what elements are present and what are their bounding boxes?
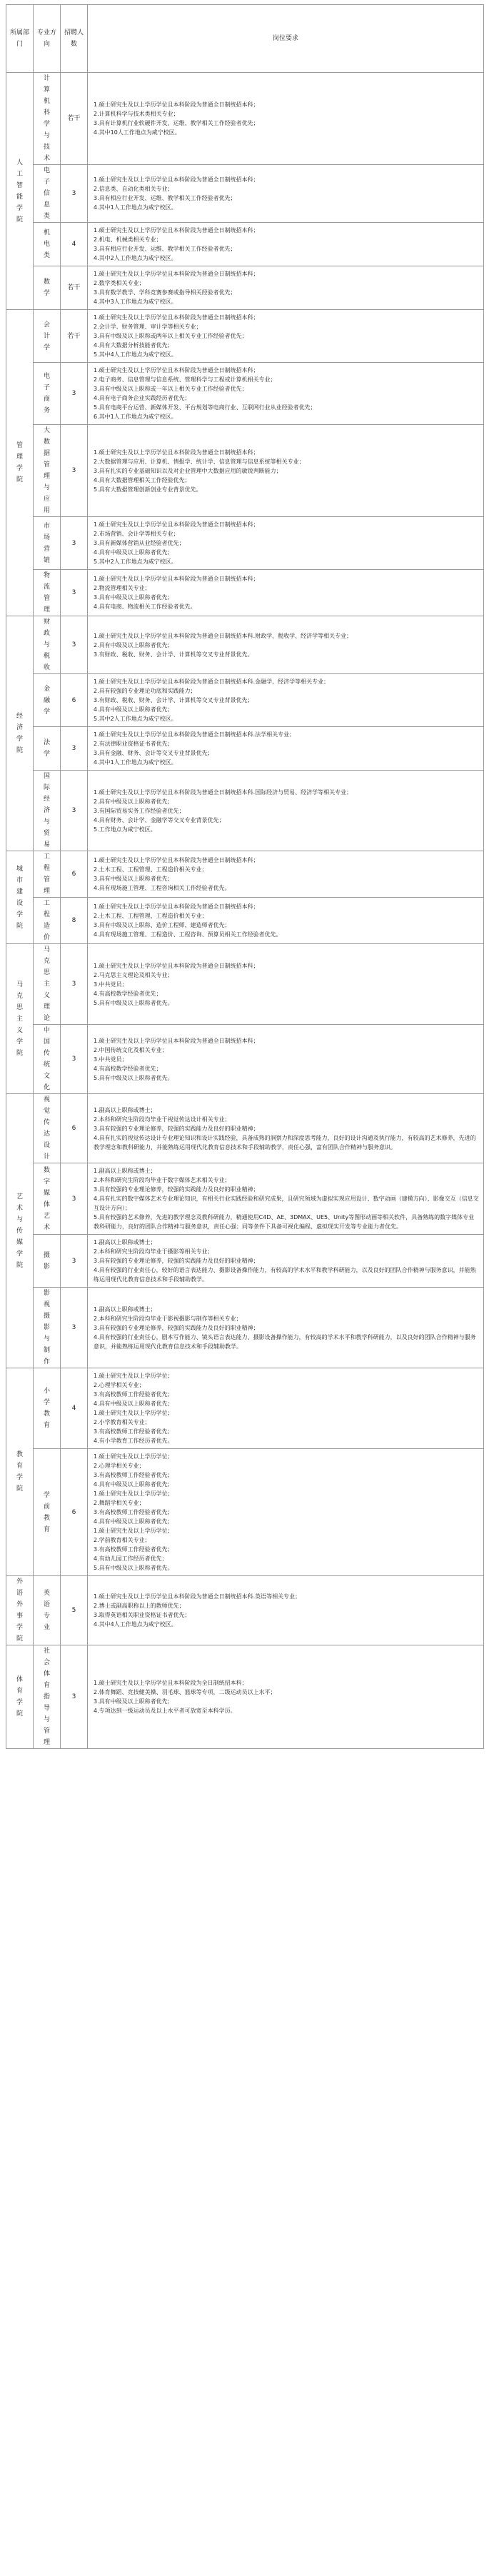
- requirement-line: 5.工作地点为咸宁校区。: [94, 826, 156, 833]
- requirement-line: 3.有财政、税收、财务、会计学、计算机等交叉专业背景优先；: [94, 697, 253, 703]
- requirement-line: 2.计算机科学与技术类相关专业；: [94, 111, 179, 117]
- recruitment-table-page: [6, 4, 483, 1749]
- department-cell: 城市建设学院: [6, 851, 34, 944]
- requirement-line: 1.硕士研究生及以上学历学位且本科阶段为普通全日制统招本科.财政学、税收学、经济学等相关专业；: [94, 632, 353, 639]
- requirement-line: 4.其中10人工作地点为咸宁校区。: [94, 129, 181, 136]
- requirement-line: 4.具有中级及以上职称者优先；: [94, 1400, 173, 1407]
- requirement-line: 1.硕士研究生及以上学历学位；: [94, 1453, 173, 1460]
- requirement-line: 2.马克思主义理论及相关专业；: [94, 971, 173, 978]
- requirement-line: 1.副高以上职称或博士；: [94, 1106, 156, 1113]
- header-num: 招聘人数: [61, 5, 88, 73]
- requirement-line: 2.本科和研究生阶段均毕业于数字媒体艺术相关专业；: [94, 1177, 231, 1183]
- headcount-cell: 6: [61, 851, 88, 898]
- table-row: [6, 266, 484, 310]
- requirement-line: 4.具有电子商务企业实践经历者优先；: [94, 395, 191, 401]
- requirement-line: 1.硕士研究生及以上学历学位；: [94, 1490, 173, 1497]
- major-cell: 中国传统文化: [34, 1025, 61, 1094]
- requirement-line: 4.具有扎实的视觉传达设计专业理论知识和设计实践经验，具备成熟的洞察力和深度思考能力，良好的设计沟通及执行能力，有较高的艺术修养，先进的教学理念和教科研能力，并能熟练运用现代化教育信息技术和手段辅助教学，责任心强，富有团队合作精神与服务意识。: [94, 1134, 476, 1151]
- requirement-line: 4.有高校教学经验者优先；: [94, 1065, 162, 1072]
- table-row: [6, 898, 484, 944]
- requirement-line: 5.具有电商平台运营、新媒体开发、平台规划等电商行业、互联网行业从业经验者优先；: [94, 404, 316, 411]
- requirements-cell: [88, 425, 484, 517]
- requirements-cell: [88, 1235, 484, 1288]
- requirement-line: 3.有高校教师工作经验者优先；: [94, 1472, 173, 1478]
- headcount-cell: 若干: [61, 73, 88, 165]
- headcount-cell: 3: [61, 727, 88, 771]
- requirement-line: 2.本科和研究生阶段均毕业于摄影等相关专业；: [94, 1248, 213, 1255]
- requirements-cell: [88, 616, 484, 674]
- requirement-line: 2.会计学、财务管理、审计学等相关专业；: [94, 324, 202, 330]
- department-cell: 人工智能学院: [6, 73, 34, 310]
- headcount-cell: 3: [61, 570, 88, 616]
- major-cell: 财政与税收: [34, 616, 61, 674]
- requirement-line: 6.其中1人工作地点为咸宁校区。: [94, 414, 177, 420]
- table-row: [6, 1163, 484, 1235]
- major-cell: 视觉传达设计: [34, 1094, 61, 1163]
- requirement-line: 1.硕士研究生及以上学历学位且本科阶段为普通全日制统招本科；: [94, 101, 259, 108]
- headcount-cell: 3: [61, 425, 88, 517]
- table-row: [6, 517, 484, 570]
- requirements-cell: [88, 165, 484, 223]
- department-cell: 马克思主义学院: [6, 944, 34, 1094]
- requirement-line: 1.硕士研究生及以上学历学位；: [94, 1528, 173, 1534]
- requirements-cell: [88, 223, 484, 266]
- requirement-line: 2.体育舞蹈、竞技健美操、羽毛球、篮球等专项，二级运动员以上水平；: [94, 1689, 276, 1695]
- major-cell: 电子信息类: [34, 165, 61, 223]
- requirement-line: 4.具有财务、会计学、金融学等交叉专业背景优先；: [94, 816, 225, 823]
- requirement-line: 3.有国际贸易实务工作经验者优先；: [94, 807, 185, 814]
- requirement-line: 2.数学类相关专业；: [94, 280, 145, 286]
- table-row: [6, 1449, 484, 1576]
- requirement-line: 2.机电、机械类相关专业；: [94, 236, 162, 243]
- requirement-line: 4.其中1人工作地点为咸宁校区。: [94, 204, 177, 211]
- headcount-cell: 3: [61, 165, 88, 223]
- requirement-line: 2.市场营销、会计学等相关专业；: [94, 531, 179, 537]
- requirement-line: 4.专项达到一级运动员及以上水平者可放宽至本科学历。: [94, 1708, 236, 1714]
- requirement-line: 3.具有较强的专业理论修养，较强的实践能力及良好的职业精神；: [94, 1258, 259, 1264]
- table-row: [6, 570, 484, 616]
- table-row: [6, 1235, 484, 1288]
- department-cell: 经济学院: [6, 616, 34, 851]
- requirement-line: 1.硕士研究生及以上学历学位且本科阶段为普通全日制统招本科；: [94, 448, 259, 456]
- major-cell: 金融学: [34, 674, 61, 727]
- major-cell: 机电类: [34, 223, 61, 266]
- major-cell: 计算机科学与技术: [34, 73, 61, 165]
- requirement-line: 2.本科和研究生阶段均毕业于视觉传达设计相关专业；: [94, 1116, 231, 1123]
- requirements-cell: [88, 851, 484, 898]
- department-cell: 体育学院: [6, 1645, 34, 1749]
- requirement-line: 3.有高校教师工作经验者优先；: [94, 1509, 173, 1515]
- table-row: [6, 771, 484, 851]
- major-cell: 工程造价: [34, 898, 61, 944]
- requirement-line: 1.硕士研究生及以上学历学位且本科阶段为普通全日制统招本科.英语等相关专业；: [94, 1593, 301, 1600]
- headcount-cell: 3: [61, 1645, 88, 1749]
- requirement-line: 2.具有中级及以上职称者优先；: [94, 641, 173, 648]
- requirement-line: 1.硕士研究生及以上学历学位且本科阶段为普通全日制统招本科；: [94, 521, 259, 528]
- requirement-line: 2.物流管理相关专业；: [94, 585, 151, 591]
- requirement-line: 2.电子商务、信息管理与信息系统、管理科学与工程或计算机相关专业；: [94, 376, 276, 383]
- requirement-line: 3.具有新媒体营销从业经验者优先；: [94, 540, 185, 546]
- table-row: [6, 851, 484, 898]
- requirement-line: 4.具有扎实的数字媒体艺术专业理论知识，有相关行业实践经验和研究成果，且研究领域为虚拟实现应用设计、数字动画（建模方向）、影像交互（信息交互设计方向）；: [94, 1196, 479, 1211]
- requirement-line: 4.其中1人工作地点为咸宁校区。: [94, 759, 177, 766]
- major-cell: 工程管理: [34, 851, 61, 898]
- major-cell: 社会体育指导与管理: [34, 1645, 61, 1749]
- table-row: [6, 363, 484, 425]
- headcount-cell: 6: [61, 1094, 88, 1163]
- requirements-cell: [88, 1576, 484, 1645]
- requirement-line: 1.硕士研究生及以上学历学位；: [94, 1373, 173, 1379]
- requirement-line: 5.其中4人工作地点为咸宁校区。: [94, 351, 177, 358]
- requirement-line: 2.心理学相关专业；: [94, 1382, 145, 1388]
- headcount-cell: 3: [61, 1025, 88, 1094]
- requirements-cell: [88, 363, 484, 425]
- requirement-line: 4.其中2人工作地点为咸宁校区。: [94, 255, 177, 261]
- major-cell: 法学: [34, 727, 61, 771]
- major-cell: 数学: [34, 266, 61, 310]
- requirement-line: 4.其中4人工作地点为咸宁校区。: [94, 1621, 177, 1628]
- requirement-line: 4.具有中级及以上职称者优先；: [94, 706, 173, 713]
- major-cell: 会计学: [34, 310, 61, 363]
- headcount-cell: 4: [61, 223, 88, 266]
- requirement-line: 3.具有相应行业开发、运维、教学相关工作经验者优先；: [94, 195, 236, 201]
- requirements-cell: [88, 266, 484, 310]
- requirement-line: 3.有财政、税收、财务、会计学、计算机等交叉专业背景优先。: [94, 651, 253, 658]
- requirements-cell: [88, 1368, 484, 1449]
- requirements-cell: [88, 1025, 484, 1094]
- requirements-cell: [88, 310, 484, 363]
- table-row: [6, 73, 484, 165]
- requirement-line: 1.硕士研究生及以上学历学位且本科阶段为普通全日制统招本科；: [94, 857, 259, 863]
- table-row: [6, 1094, 484, 1163]
- major-cell: 影视摄影与制作: [34, 1288, 61, 1368]
- headcount-cell: 6: [61, 674, 88, 727]
- requirement-line: 1.硕士研究生及以上学历学位且本科阶段为普通全日制统招本科；: [94, 962, 259, 969]
- requirement-line: 1.硕士研究生及以上学历学位且本科阶段为普通全日制统招本科；: [94, 576, 259, 582]
- headcount-cell: 3: [61, 363, 88, 425]
- requirement-line: 5.具有中级及以上职称者优先。: [94, 1074, 173, 1081]
- requirement-line: 3.取得英语相关职业资格证书者优先；: [94, 1612, 191, 1618]
- table-row: [6, 165, 484, 223]
- requirements-cell: [88, 1163, 484, 1235]
- requirements-cell: [88, 73, 484, 165]
- department-cell: 教育学院: [6, 1368, 34, 1576]
- requirement-line: 3.有高校教师工作经验者优先；: [94, 1546, 173, 1553]
- requirement-line: 4.具有中级及以上职称者优先；: [94, 1481, 173, 1488]
- major-cell: 摄影: [34, 1235, 61, 1288]
- table-row: [6, 1645, 484, 1749]
- requirement-line: 4.具有大数据分析技能者优先；: [94, 342, 173, 349]
- requirement-line: 2.土木工程、工程管理、工程造价相关专业；: [94, 913, 208, 919]
- requirement-line: 2.具有中级及以上职称者优先；: [94, 798, 173, 805]
- headcount-cell: 3: [61, 771, 88, 851]
- requirement-line: 5.具有较强的艺术修养，先进的教学理念及教科研能力，精通使用C4D、AE、3DMAX、UE5、Unity等图形动画等相关软件，具备熟练的数字媒体专业教科研能力，良好的团队合作精神与服务意识，责任心强；同等条件下具备可视化编程、虚拟现实开发等专业能力者优先。: [94, 1214, 475, 1230]
- requirement-line: 1.硕士研究生及以上学历学位且本科阶段为普通全日制统招本科；: [94, 176, 259, 183]
- requirement-line: 4.有小学教育工作经历者优先。: [94, 1438, 173, 1444]
- headcount-cell: 3: [61, 1235, 88, 1288]
- requirement-line: 1.硕士研究生及以上学历学位且本科阶段为普通全日制统招本科.金融学、经济学等相关专业；: [94, 678, 330, 685]
- table-row: [6, 1288, 484, 1368]
- requirement-line: 3.具有金融、财务、会计等交叉专业背景优先；: [94, 750, 213, 756]
- headcount-cell: 5: [61, 1576, 88, 1645]
- headcount-cell: 8: [61, 898, 88, 944]
- department-cell: 外语外事学院: [6, 1576, 34, 1645]
- table-row: [6, 944, 484, 1025]
- requirement-line: 3.具有相应行业开发、运维、教学相关工作经验者优先；: [94, 246, 236, 252]
- requirement-line: 3.具有较强的专业理论修养，较强的实践能力及良好的职业精神；: [94, 1186, 259, 1193]
- requirement-line: 3.具有扎实的专业基础知识以及对企业管理中大数据应用的敏锐判断能力；: [94, 467, 282, 474]
- table-header-row: [6, 5, 484, 73]
- requirement-line: 4.具有大数据管理相关工作经验优先；: [94, 476, 191, 483]
- table-row: [6, 425, 484, 517]
- requirement-line: 1.硕士研究生及以上学历学位且本科阶段为普通全日制统招本科；: [94, 903, 259, 910]
- major-cell: 马克思主义理论: [34, 944, 61, 1025]
- requirements-cell: [88, 1449, 484, 1576]
- requirement-line: 3.具有中级及以上职称者优先；: [94, 876, 173, 882]
- requirement-line: 1.副高以上职称或博士；: [94, 1305, 156, 1313]
- requirements-cell: [88, 898, 484, 944]
- headcount-cell: 6: [61, 1449, 88, 1576]
- requirement-line: 3.具有中级及以上职称者优先；: [94, 1698, 173, 1705]
- requirement-line: 2.土木工程、工程管理、工程造价相关专业；: [94, 866, 208, 873]
- requirement-line: 3.具有中级及以上职称者优先；: [94, 594, 173, 601]
- major-cell: 大数据管理与应用: [34, 425, 61, 517]
- requirement-line: 5.具有中级及以上职称者优先。: [94, 999, 173, 1006]
- major-cell: 英语专业: [34, 1576, 61, 1645]
- requirement-line: 2.学前教育相关专业；: [94, 1537, 151, 1543]
- requirement-line: 4.具有中级及以上职称者优先；: [94, 1518, 173, 1525]
- requirement-line: 2.大数据管理与应用、计算机、情报学、统计学、信息管理与信息系统等相关专业；: [94, 458, 305, 465]
- table-row: [6, 1368, 484, 1449]
- requirement-line: 4.有高校教学经验者优先；: [94, 990, 162, 997]
- requirement-line: 3.具有中级及以上职称、造价工程师、建造师者优先；: [94, 922, 231, 928]
- header-major: 专业方向: [34, 5, 61, 73]
- requirement-line: 1.硕士研究生及以上学历学位且本科阶段为普通全日制统招本科；: [94, 1037, 259, 1044]
- headcount-cell: 3: [61, 1163, 88, 1235]
- department-cell: 管理学院: [6, 310, 34, 616]
- requirement-line: 5.其中2人工作地点为咸宁校区。: [94, 558, 177, 565]
- requirement-line: 1.硕士研究生及以上学历学位且本科阶段为普通全日制统招本科；: [94, 271, 259, 277]
- requirement-line: 2.心理学相关专业；: [94, 1463, 145, 1469]
- requirements-cell: [88, 517, 484, 570]
- table-row: [6, 674, 484, 727]
- requirement-line: 2.博士或副高职称以上的教师优先；: [94, 1603, 185, 1609]
- headcount-cell: 若干: [61, 310, 88, 363]
- requirements-cell: [88, 570, 484, 616]
- requirement-line: 3.具有较强的专业理论修养，较强的实践能力及良好的职业精神；: [94, 1324, 259, 1331]
- requirement-line: 3.具有数学教学、学科竞赛参赛或指导相关经验者优先；: [94, 289, 236, 296]
- major-cell: 电子商务: [34, 363, 61, 425]
- requirement-line: 1.副高以上职称或博士；: [94, 1239, 156, 1246]
- table-row: [6, 310, 484, 363]
- major-cell: 小学教育: [34, 1368, 61, 1449]
- requirement-line: 4.其中3人工作地点为咸宁校区。: [94, 299, 177, 305]
- requirement-line: 5.具有中级及以上职称者优先。: [94, 1565, 173, 1571]
- recruitment-table: [6, 4, 484, 1749]
- requirements-cell: [88, 674, 484, 727]
- requirement-line: 1.硕士研究生及以上学历学位且本科阶段为普通全日制统招本科.法学相关专业；: [94, 731, 296, 738]
- major-cell: 物流管理: [34, 570, 61, 616]
- requirement-line: 1.副高以上职称或博士；: [94, 1168, 156, 1174]
- requirement-line: 4.有幼儿园工作经历者优先；: [94, 1555, 168, 1562]
- requirement-line: 3.有高校教师工作经验者优先；: [94, 1428, 173, 1435]
- requirement-line: 4.具有电商、物流相关工作经验者优先。: [94, 603, 196, 610]
- requirements-cell: [88, 1094, 484, 1163]
- requirement-line: 3.具有中级及以上职称或两年以上相关专业工作经验者优先；: [94, 333, 248, 339]
- requirement-line: 4.具有现场施工管理、工程咨询相关工作经验者优先。: [94, 885, 231, 891]
- header-dept: 所属部门: [6, 5, 34, 73]
- requirement-line: 2.中国传统文化及相关专业；: [94, 1046, 168, 1053]
- requirement-line: 3.具有较强的专业理论修养，较强的实践能力及良好的职业精神；: [94, 1125, 259, 1132]
- major-cell: 学前教育: [34, 1449, 61, 1576]
- table-row: [6, 1025, 484, 1094]
- requirements-cell: [88, 727, 484, 771]
- requirement-line: 3.有高校教师工作经验者优先；: [94, 1391, 173, 1398]
- requirement-line: 2.小学教育相关专业；: [94, 1419, 151, 1425]
- requirement-line: 3.中共党员；: [94, 981, 128, 988]
- requirement-line: 5.其中2人工作地点为咸宁校区。: [94, 716, 177, 722]
- requirement-line: 3.具有计算机行业软硬件开发、运维、教学相关工作经验者优先；: [94, 120, 259, 126]
- table-row: [6, 1576, 484, 1645]
- major-cell: 数字媒体艺术: [34, 1163, 61, 1235]
- requirement-line: 5.具有大数据管理创新创业专业背景优先。: [94, 486, 202, 493]
- table-row: [6, 616, 484, 674]
- header-requirements: 岗位要求: [88, 5, 484, 73]
- table-row: [6, 727, 484, 771]
- requirement-line: 2.本科和研究生阶段均毕业于影视摄影与制作等相关专业；: [94, 1315, 242, 1322]
- requirement-line: 4.具有较强的行业责任心，较好的语言表达能力、摄影设备操作能力，有较高的学术水平和教学科研能力，以及良好的团队合作精神与服务意识，并能熟练运用现代化教育信息技术和手段辅助教学。: [94, 1267, 476, 1283]
- headcount-cell: 若干: [61, 266, 88, 310]
- requirement-line: 2.具有较强的专业理论功底和实践能力；: [94, 688, 196, 694]
- table-row: [6, 223, 484, 266]
- requirement-line: 2.舞蹈学相关专业；: [94, 1500, 145, 1506]
- requirement-line: 2.有法律职业资格证书者优先；: [94, 741, 173, 747]
- headcount-cell: 4: [61, 1368, 88, 1449]
- requirements-cell: [88, 1645, 484, 1749]
- headcount-cell: 3: [61, 517, 88, 570]
- requirement-line: 1.硕士研究生及以上学历学位且本科阶段为全日制统招本科；: [94, 1680, 248, 1686]
- requirement-line: 4.具有现场施工管理、工程造价、工程咨询、预算员相关工作经验者优先。: [94, 931, 282, 938]
- requirement-line: 1.硕士研究生及以上学历学位且本科阶段为普通全日制统招本科；: [94, 227, 259, 234]
- requirements-cell: [88, 771, 484, 851]
- table-body: [6, 73, 484, 1749]
- requirement-line: 3.具有中级及以上职称或一年以上相关专业工作经验者优先；: [94, 386, 248, 392]
- headcount-cell: 3: [61, 616, 88, 674]
- requirement-line: 1.硕士研究生及以上学历学位且本科阶段为普通全日制统招本科；: [94, 314, 259, 321]
- requirement-line: 1.硕士研究生及以上学历学位且本科阶段为普通全日制统招本科；: [94, 367, 259, 374]
- department-cell: 艺术与传媒学院: [6, 1094, 34, 1368]
- major-cell: 国际经济与贸易: [34, 771, 61, 851]
- requirement-line: 4.具有中级及以上职称者优先；: [94, 549, 173, 556]
- requirements-cell: [88, 944, 484, 1025]
- major-cell: 市场营销: [34, 517, 61, 570]
- headcount-cell: 3: [61, 944, 88, 1025]
- requirement-line: 4.具有较强的行业责任心，剧本写作能力、镜头语言表达能力、摄影设备操作能力，有较高的学术水平和教学科研能力，以及良好的团队合作精神与服务意识，并能熟练运用现代化教育信息技术和手段辅助教学。: [94, 1333, 476, 1350]
- requirements-cell: [88, 1288, 484, 1368]
- requirement-line: 3.中共党员；: [94, 1056, 128, 1063]
- requirement-line: 1.硕士研究生及以上学历学位；: [94, 1410, 173, 1416]
- headcount-cell: 3: [61, 1288, 88, 1368]
- requirement-line: 1.硕士研究生及以上学历学位且本科阶段为普通全日制统招本科.国际经济与贸易、经济学等相关专业；: [94, 788, 353, 796]
- requirement-line: 2.信息类、自动化类相关专业；: [94, 186, 173, 192]
